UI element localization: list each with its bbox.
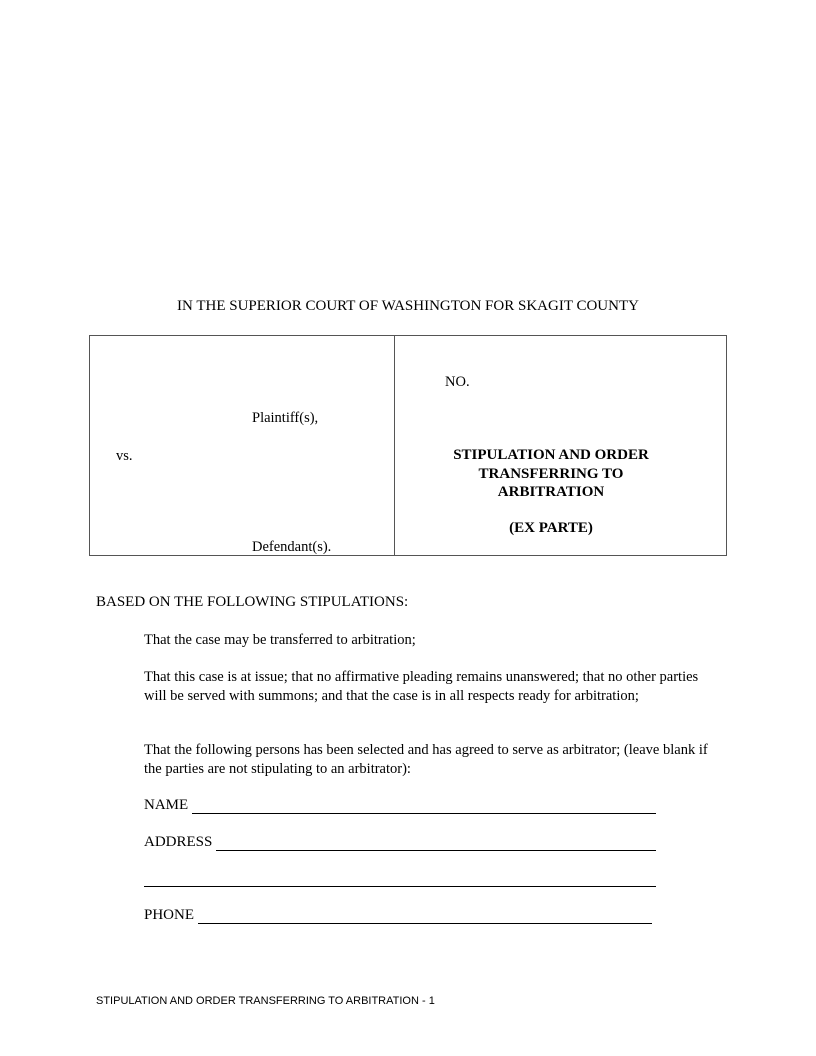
caption-divider: [394, 336, 395, 555]
address-blank-line[interactable]: [216, 836, 656, 851]
defendant-label: Defendant(s).: [252, 539, 332, 555]
vs-label: vs.: [116, 448, 133, 464]
stipulation-paragraph: That the case may be transferred to arbitration;: [144, 632, 416, 648]
arbitrator-name-field: [144, 797, 656, 814]
arbitrator-address-field: [144, 834, 656, 851]
address-second-blank-line[interactable]: [144, 886, 656, 887]
phone-label: PHONE: [144, 907, 195, 923]
name-label: NAME: [144, 797, 189, 813]
court-title: IN THE SUPERIOR COURT OF WASHINGTON FOR SKAGIT COUNTY: [177, 298, 639, 314]
document-title-line-1: STIPULATION AND ORDER: [453, 447, 649, 463]
address-label: ADDRESS: [144, 834, 213, 850]
stipulation-paragraph: That the following persons has been selected and has agreed to serve as arbitrator; (leave blank if the parties are not stipulating to an arbitrator):: [144, 742, 708, 777]
phone-blank-line[interactable]: [198, 909, 652, 924]
stipulation-paragraph: That this case is at issue; that no affirmative pleading remains unanswered; that no other parties will be served with summons; and that the case is in all respects ready for arbitration;: [144, 669, 699, 704]
case-caption-box: [89, 335, 727, 556]
ex-parte-subtitle: (EX PARTE): [509, 520, 593, 536]
plaintiff-label: Plaintiff(s),: [252, 410, 319, 426]
document-title-line-2: TRANSFERRING TO: [478, 465, 624, 482]
page-footer: STIPULATION AND ORDER TRANSFERRING TO ARBITRATION - 1: [96, 995, 435, 1007]
document-title: [426, 446, 676, 502]
name-blank-line[interactable]: [192, 799, 656, 814]
case-number-label: NO.: [445, 374, 470, 390]
document-title-line-3: ARBITRATION: [497, 484, 605, 500]
stipulations-heading: BASED ON THE FOLLOWING STIPULATIONS:: [96, 594, 409, 610]
arbitrator-phone-field: [144, 907, 652, 924]
